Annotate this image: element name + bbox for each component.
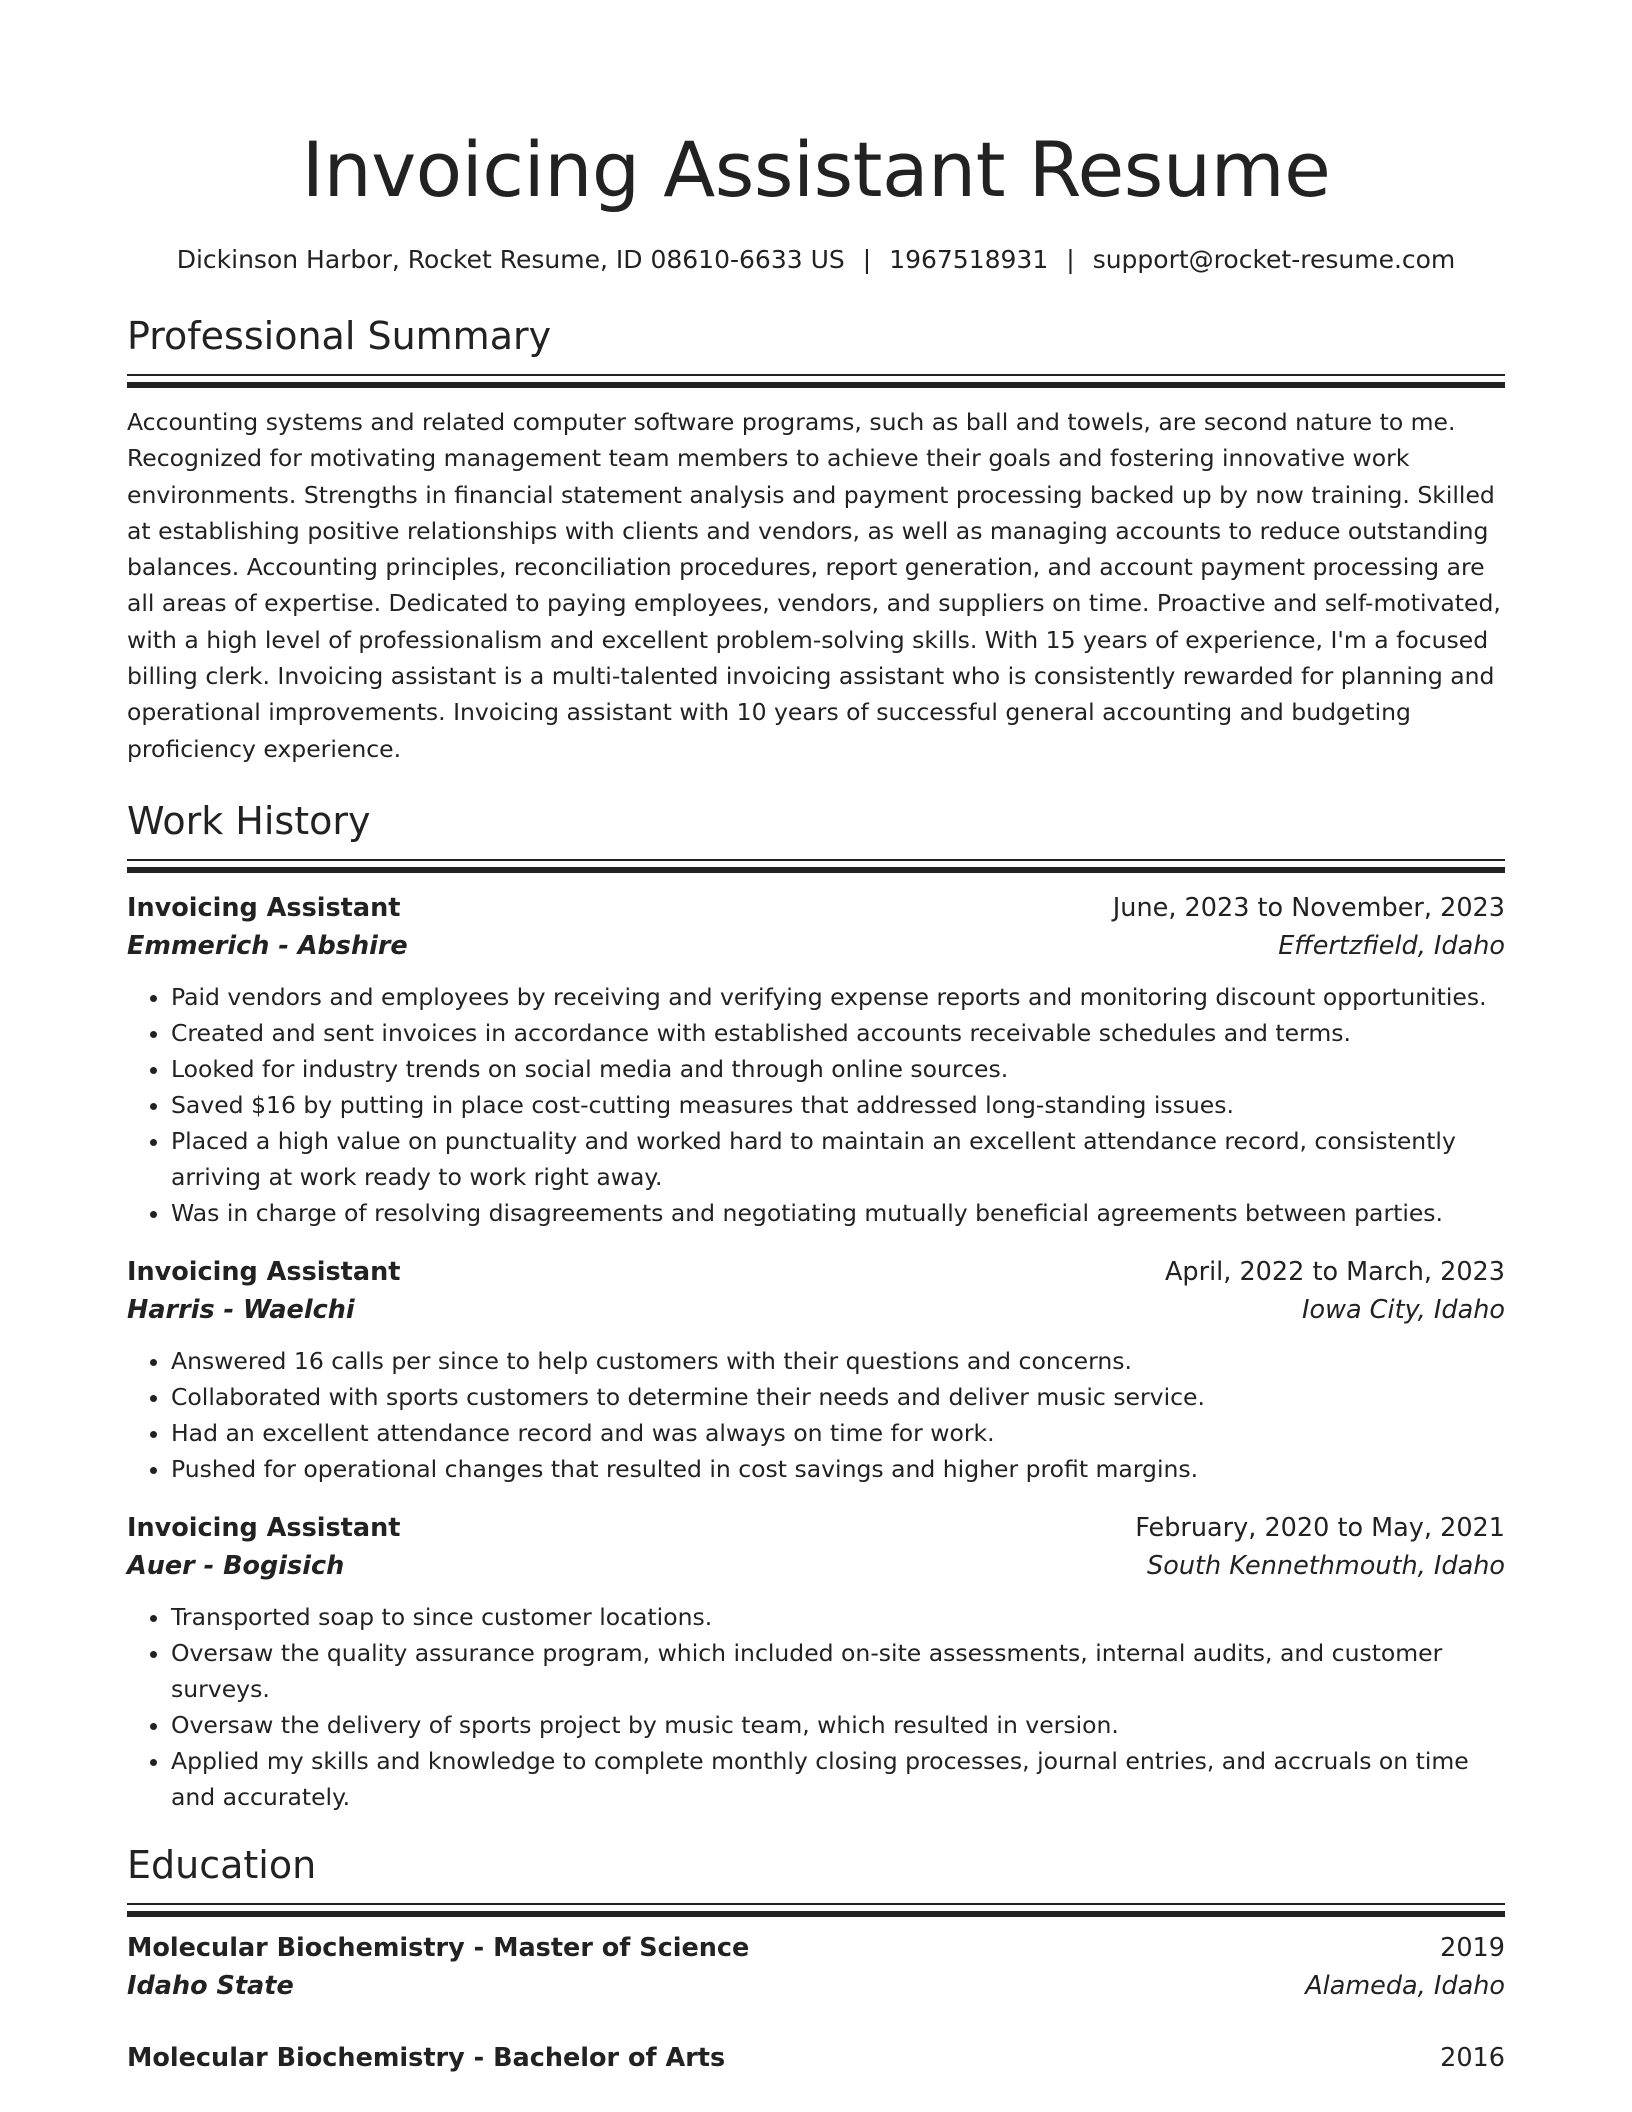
job-bullets bbox=[127, 979, 1505, 1231]
summary-heading: Professional Summary bbox=[127, 314, 552, 358]
contact-separator: | bbox=[862, 245, 872, 274]
job-bullets bbox=[127, 1343, 1505, 1487]
job-location: South Kennethmouth, Idaho bbox=[1147, 1550, 1505, 1581]
section-divider bbox=[127, 859, 1505, 875]
job-bullet: • Had an excellent attendance record and was always on time for work. bbox=[171, 1415, 1505, 1451]
job-company: Emmerich - Abshire bbox=[127, 930, 408, 961]
job-bullet: • Oversaw the delivery of sports project by music team, which resulted in version. bbox=[171, 1707, 1505, 1743]
job-dates: February, 2020 to May, 2021 bbox=[1135, 1512, 1505, 1543]
job-title: Invoicing Assistant bbox=[127, 1512, 401, 1543]
contact-address: Dickinson Harbor, Rocket Resume, ID 08610-6633 US bbox=[176, 245, 845, 274]
job-location: Effertzfield, Idaho bbox=[1278, 930, 1505, 961]
resume-page bbox=[127, 0, 1505, 2077]
job-title: Invoicing Assistant bbox=[127, 1256, 401, 1287]
contact-phone: 1967518931 bbox=[889, 245, 1049, 274]
job-title: Invoicing Assistant bbox=[127, 892, 401, 923]
job-bullet: • Applied my skills and knowledge to complete monthly closing processes, journal entries, and accruals on time and accurately. bbox=[171, 1743, 1505, 1815]
summary-text: Accounting systems and related computer software programs, such as ball and towels, are second nature to me. Recognized for motivating management team members to achieve their goals and fostering innovative work environments. Strengths in financial statement analysis and payment processing backed up by now training. Skilled at establishing positive relationships with clients and vendors, as well as managing accounts to reduce outstanding balances. Accounting principles, reconciliation procedures, report generation, and account payment processing are all areas of expertise. Dedicated to paying employees, vendors, and suppliers on time. Proactive and self-motivated, with a high level of professionalism and excellent problem-solving skills. With 15 years of experience, I'm a focused billing clerk. Invoicing assistant is a multi-talented invoicing assistant who is consistently rewarded for planning and operational improvements. Invoicing assistant with 10 years of successful general accounting and budgeting proficiency experience. bbox=[127, 408, 1501, 763]
job-company: Auer - Bogisich bbox=[127, 1550, 345, 1581]
job-entry bbox=[127, 889, 1505, 1231]
job-entry bbox=[127, 1509, 1505, 1815]
work-history-heading: Work History bbox=[127, 798, 371, 843]
job-bullet: • Collaborated with sports customers to determine their needs and deliver music service. bbox=[171, 1379, 1505, 1415]
education-location: Alameda, Idaho bbox=[1305, 1970, 1505, 2001]
contact-email[interactable]: support@rocket-resume.com bbox=[1092, 245, 1456, 274]
education-school: Idaho State bbox=[127, 1970, 294, 2001]
education-year: 2019 bbox=[1440, 1932, 1505, 1963]
education-degree: Molecular Biochemistry - Master of Science bbox=[127, 1932, 750, 1963]
job-bullet: • Transported soap to since customer locations. bbox=[171, 1599, 1505, 1635]
job-location: Iowa City, Idaho bbox=[1301, 1294, 1505, 1325]
job-company: Harris - Waelchi bbox=[127, 1294, 355, 1325]
resume-title: Invoicing Assistant Resume bbox=[301, 125, 1331, 214]
education-entry bbox=[127, 1929, 1505, 2005]
job-dates: June, 2023 to November, 2023 bbox=[1112, 892, 1505, 923]
job-bullet: • Paid vendors and employees by receiving and verifying expense reports and monitoring discount opportunities. bbox=[171, 979, 1505, 1015]
contact-separator: | bbox=[1066, 245, 1075, 274]
education-degree: Molecular Biochemistry - Bachelor of Arts bbox=[127, 2042, 726, 2073]
education-entry bbox=[127, 2039, 1505, 2077]
job-dates: April, 2022 to March, 2023 bbox=[1164, 1256, 1505, 1287]
job-entry bbox=[127, 1253, 1505, 1487]
education-year: 2016 bbox=[1440, 2042, 1505, 2073]
contact-line bbox=[127, 242, 1505, 278]
job-bullet: • Placed a high value on punctuality and worked hard to maintain an excellent attendance record, consistently arriving at work ready to work right away. bbox=[171, 1123, 1505, 1195]
job-bullet: • Saved $16 by putting in place cost-cutting measures that addressed long-standing issues. bbox=[171, 1087, 1505, 1123]
job-bullet: • Oversaw the quality assurance program, which included on-site assessments, internal audits, and customer surveys. bbox=[171, 1635, 1505, 1707]
section-divider bbox=[127, 1903, 1505, 1919]
job-bullet: • Looked for industry trends on social media and through online sources. bbox=[171, 1051, 1505, 1087]
section-divider bbox=[127, 374, 1505, 390]
job-bullet: • Was in charge of resolving disagreements and negotiating mutually beneficial agreements between parties. bbox=[171, 1195, 1505, 1231]
job-bullet: • Created and sent invoices in accordance with established accounts receivable schedules and terms. bbox=[171, 1015, 1505, 1051]
job-bullet: • Pushed for operational changes that resulted in cost savings and higher profit margins. bbox=[171, 1451, 1505, 1487]
education-heading: Education bbox=[127, 1842, 317, 1887]
job-bullet: • Answered 16 calls per since to help customers with their questions and concerns. bbox=[171, 1343, 1505, 1379]
job-bullets bbox=[127, 1599, 1505, 1815]
